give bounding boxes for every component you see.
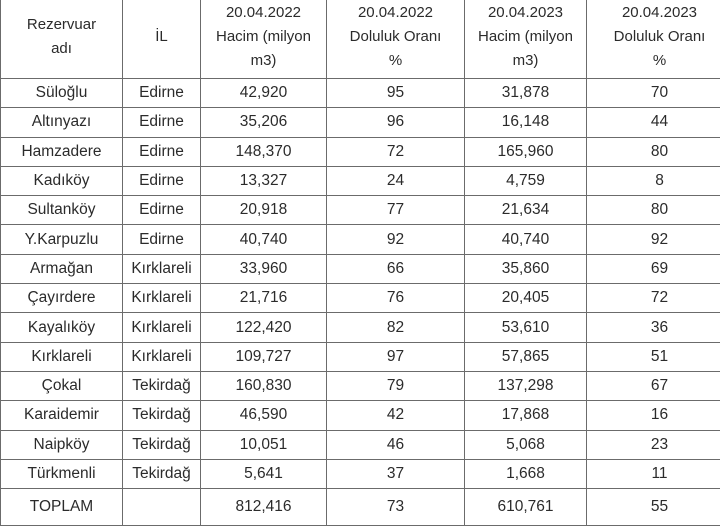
cell-name: Altınyazı (1, 108, 123, 137)
cell-vol2022: 122,420 (201, 313, 327, 342)
cell-fill2023: 67 (587, 371, 720, 400)
cell-province: Edirne (123, 108, 201, 137)
table-row (1, 430, 720, 459)
cell-vol2022: 21,716 (201, 284, 327, 313)
header-province: İL (123, 0, 201, 79)
table-row (1, 371, 720, 400)
cell-province: Kırklareli (123, 313, 201, 342)
table-row (1, 342, 720, 371)
table-row (1, 284, 720, 313)
cell-vol2023: 57,865 (465, 342, 587, 371)
cell-name: Kayalıköy (1, 313, 123, 342)
total-fill2022: 73 (327, 489, 465, 526)
cell-province: Edirne (123, 137, 201, 166)
cell-vol2023: 1,668 (465, 459, 587, 488)
cell-fill2023: 92 (587, 225, 720, 254)
cell-name: Kırklareli (1, 342, 123, 371)
cell-fill2022: 76 (327, 284, 465, 313)
cell-vol2023: 53,610 (465, 313, 587, 342)
cell-name: Y.Karpuzlu (1, 225, 123, 254)
total-vol2023: 610,761 (465, 489, 587, 526)
header-row (1, 0, 720, 79)
total-province (123, 489, 201, 526)
table-row (1, 459, 720, 488)
cell-vol2022: 5,641 (201, 459, 327, 488)
cell-vol2023: 21,634 (465, 196, 587, 225)
header-vol2022: 20.04.2022 Hacim (milyon m3) (201, 0, 327, 79)
cell-province: Tekirdağ (123, 430, 201, 459)
cell-fill2022: 77 (327, 196, 465, 225)
cell-province: Tekirdağ (123, 401, 201, 430)
cell-province: Kırklareli (123, 342, 201, 371)
cell-fill2022: 72 (327, 137, 465, 166)
cell-province: Edirne (123, 225, 201, 254)
table-row (1, 137, 720, 166)
cell-fill2022: 42 (327, 401, 465, 430)
cell-fill2023: 8 (587, 166, 720, 195)
header-name: Rezervuar adı (1, 0, 123, 79)
cell-fill2022: 37 (327, 459, 465, 488)
cell-province: Kırklareli (123, 284, 201, 313)
cell-province: Kırklareli (123, 254, 201, 283)
table-body (1, 79, 720, 489)
cell-fill2023: 72 (587, 284, 720, 313)
cell-fill2022: 97 (327, 342, 465, 371)
table-row (1, 196, 720, 225)
cell-vol2023: 31,878 (465, 79, 587, 108)
cell-fill2022: 79 (327, 371, 465, 400)
cell-fill2023: 44 (587, 108, 720, 137)
cell-vol2022: 33,960 (201, 254, 327, 283)
cell-name: Çokal (1, 371, 123, 400)
cell-name: Naipköy (1, 430, 123, 459)
table-row (1, 313, 720, 342)
cell-province: Edirne (123, 166, 201, 195)
cell-province: Tekirdağ (123, 371, 201, 400)
table-row (1, 79, 720, 108)
cell-fill2022: 66 (327, 254, 465, 283)
total-vol2022: 812,416 (201, 489, 327, 526)
cell-fill2023: 80 (587, 137, 720, 166)
cell-province: Edirne (123, 196, 201, 225)
cell-fill2023: 51 (587, 342, 720, 371)
table-row (1, 108, 720, 137)
cell-fill2023: 80 (587, 196, 720, 225)
table-header (1, 0, 720, 79)
cell-fill2023: 11 (587, 459, 720, 488)
cell-name: Süloğlu (1, 79, 123, 108)
cell-vol2022: 160,830 (201, 371, 327, 400)
header-vol2023: 20.04.2023 Hacim (milyon m3) (465, 0, 587, 79)
cell-name: Türkmenli (1, 459, 123, 488)
cell-vol2023: 35,860 (465, 254, 587, 283)
cell-fill2022: 24 (327, 166, 465, 195)
header-fill2022: 20.04.2022 Doluluk Oranı % (327, 0, 465, 79)
cell-vol2023: 17,868 (465, 401, 587, 430)
cell-fill2022: 92 (327, 225, 465, 254)
table-row (1, 225, 720, 254)
header-fill2023: 20.04.2023 Doluluk Oranı % (587, 0, 720, 79)
cell-vol2023: 165,960 (465, 137, 587, 166)
cell-vol2022: 109,727 (201, 342, 327, 371)
cell-fill2022: 82 (327, 313, 465, 342)
cell-vol2023: 4,759 (465, 166, 587, 195)
cell-name: Karaidemir (1, 401, 123, 430)
cell-vol2022: 35,206 (201, 108, 327, 137)
cell-name: Sultanköy (1, 196, 123, 225)
cell-vol2023: 16,148 (465, 108, 587, 137)
cell-vol2022: 13,327 (201, 166, 327, 195)
table-row (1, 401, 720, 430)
cell-vol2022: 10,051 (201, 430, 327, 459)
cell-province: Tekirdağ (123, 459, 201, 488)
cell-name: Armağan (1, 254, 123, 283)
cell-fill2022: 96 (327, 108, 465, 137)
cell-vol2022: 42,920 (201, 79, 327, 108)
cell-fill2023: 23 (587, 430, 720, 459)
cell-fill2023: 69 (587, 254, 720, 283)
table-row (1, 254, 720, 283)
cell-vol2023: 20,405 (465, 284, 587, 313)
cell-vol2022: 46,590 (201, 401, 327, 430)
cell-vol2022: 148,370 (201, 137, 327, 166)
cell-vol2023: 40,740 (465, 225, 587, 254)
table-row (1, 166, 720, 195)
cell-fill2022: 46 (327, 430, 465, 459)
cell-name: Hamzadere (1, 137, 123, 166)
total-row (1, 489, 720, 526)
total-label: TOPLAM (1, 489, 123, 526)
cell-vol2022: 20,918 (201, 196, 327, 225)
cell-vol2023: 5,068 (465, 430, 587, 459)
cell-fill2022: 95 (327, 79, 465, 108)
cell-fill2023: 70 (587, 79, 720, 108)
total-fill2023: 55 (587, 489, 720, 526)
cell-fill2023: 36 (587, 313, 720, 342)
cell-name: Çayırdere (1, 284, 123, 313)
cell-vol2023: 137,298 (465, 371, 587, 400)
table-footer (1, 489, 720, 526)
cell-province: Edirne (123, 79, 201, 108)
cell-fill2023: 16 (587, 401, 720, 430)
cell-name: Kadıköy (1, 166, 123, 195)
cell-vol2022: 40,740 (201, 225, 327, 254)
